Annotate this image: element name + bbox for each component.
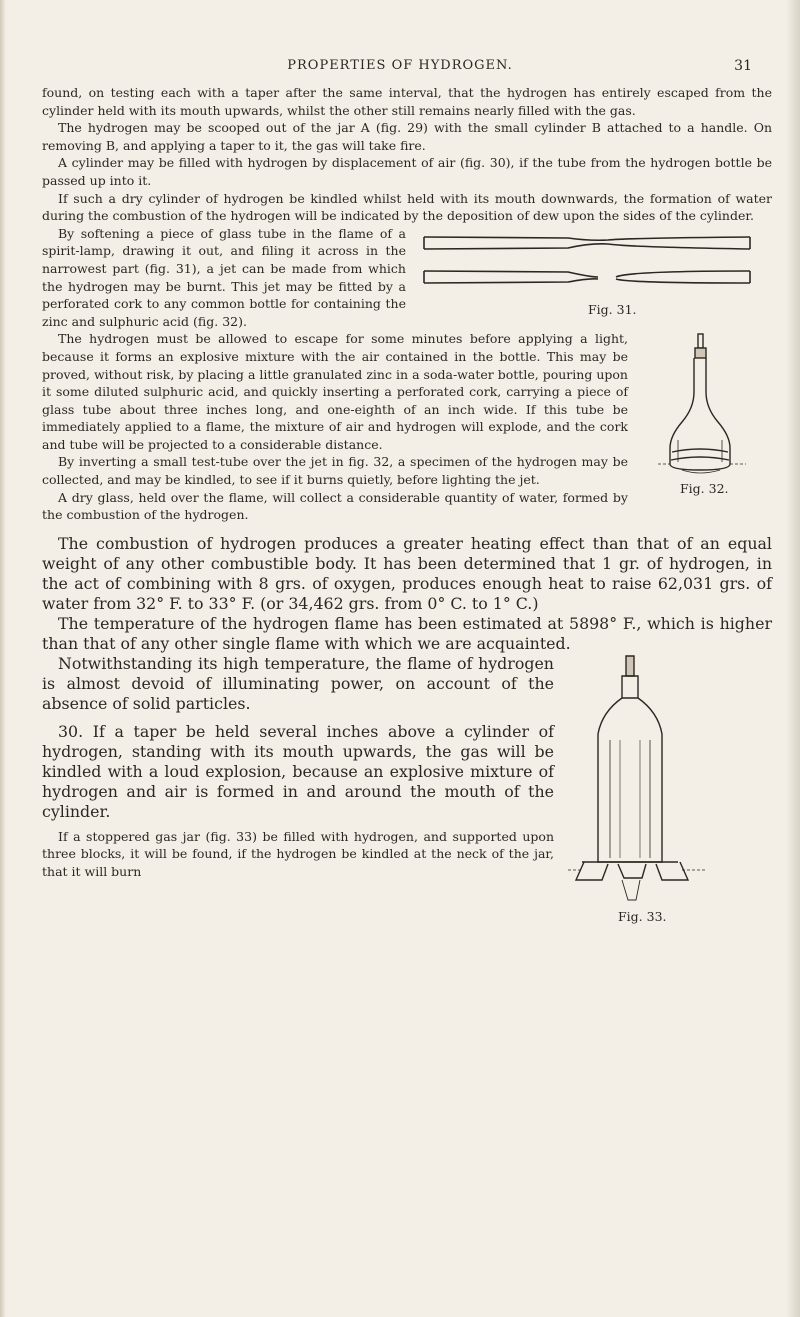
glass-jet-tube-icon: [418, 225, 756, 301]
paragraph: A cylinder may be filled with hydrogen by displacement of air (fig. 30), if the tube from the hydrogen bottle be passed up into it.: [42, 155, 772, 188]
paragraph: If such a dry cylinder of hydrogen be kindled whilst held with its mouth downwards, the formation of water during the combustion of the hydrogen will be indicated by the deposition of dew upon the sides of the cylinder.: [42, 190, 772, 224]
paragraph: The combustion of hydrogen produces a greater heating effect than that of an equal weight of any other combustible body. It has been determined that 1 gr. of hydrogen, in the act of combining with 8 grs. of oxygen, produces enough heat to raise 62,031 grs. of water from 32° F. to 33° F. (or 34,462 grs. from 0° C. to 1° C.): [42, 533, 772, 613]
paragraph: The hydrogen may be scooped out of the jar A (fig. 29) with the small cylinder B attached to a handle. On removing B, and applying a taper to it, the gas will take fire.: [42, 120, 772, 153]
paragraph: By softening a piece of glass tube in the flame of a spirit-lamp, drawing it out, and filing it across in the narrowest part (fig. 31), a jet can be made from which the hydrogen may be burnt. This jet may be fitted by a perforated cork to any common bottle for containing the zinc and sulphuric acid (fig. 32).: [42, 225, 406, 329]
paragraph: The temperature of the hydrogen flame has been estimated at 5898° F., which is higher than that of any other single flame with which we are acquainted.: [42, 613, 772, 653]
figure-32: [638, 330, 768, 498]
paragraph: The hydrogen must be allowed to escape for some minutes before applying a light, because it forms an explosive mixture with the air contained in the bottle. This may be proved, without risk, by placing a little granulated zinc in a soda-water bottle, pouring upon it some diluted sulphuric acid, and quickly inserting a perforated cork, carrying a piece of glass tube about three inches long, and one-eighth of an inch wide. If this tube be immediately applied to a flame, the mixture of air and hydrogen will explode, and the cork and tube will be projected to a considerable distance.: [42, 331, 628, 452]
page-body: [42, 84, 772, 924]
figure-33-caption: Fig. 33.: [618, 908, 667, 924]
figure-32-caption: Fig. 32.: [680, 481, 729, 497]
figure-31-caption: Fig. 31.: [588, 301, 637, 317]
running-title: PROPERTIES OF HYDROGEN.: [287, 58, 513, 73]
bottle-with-jet-icon: [638, 330, 768, 480]
paragraph: A dry glass, held over the flame, will collect a considerable quantity of water, formed by the combustion of the hydrogen.: [42, 489, 628, 523]
page-left-edge: [0, 0, 6, 1317]
paragraph: found, on testing each with a taper after the same interval, that the hydrogen has entirely escaped from the cylinder held with its mouth upwards, whilst the other still remains nearly filled with the gas.: [42, 85, 772, 118]
figure-33: [562, 654, 712, 924]
page-header: [0, 58, 800, 78]
stoppered-gas-jar-icon: [562, 654, 712, 904]
small-print-section: [42, 84, 772, 524]
paragraph: By inverting a small test-tube over the jet in fig. 32, a specimen of the hydrogen may be collected, and may be kindled, to see if it burns quietly, before lighting the jet.: [42, 454, 628, 488]
paragraph: If a stoppered gas jar (fig. 33) be filled with hydrogen, and supported upon three blocks, it will be found, if the hydrogen be kindled at the neck of the jar, that it will burn: [42, 828, 554, 880]
paragraph: 30. If a taper be held several inches above a cylinder of hydrogen, standing with its mouth upwards, the gas will be kindled with a loud explosion, because an explosive mixture of hydrogen and air is formed in and around the mouth of the cylinder.: [42, 721, 554, 821]
figure-31: [418, 225, 756, 325]
paragraph: Notwithstanding its high temperature, the flame of hydrogen is almost devoid of illuminating power, on account of the absence of solid particles.: [42, 653, 554, 713]
page-right-edge: [786, 0, 800, 1317]
page-number: 31: [734, 58, 752, 74]
